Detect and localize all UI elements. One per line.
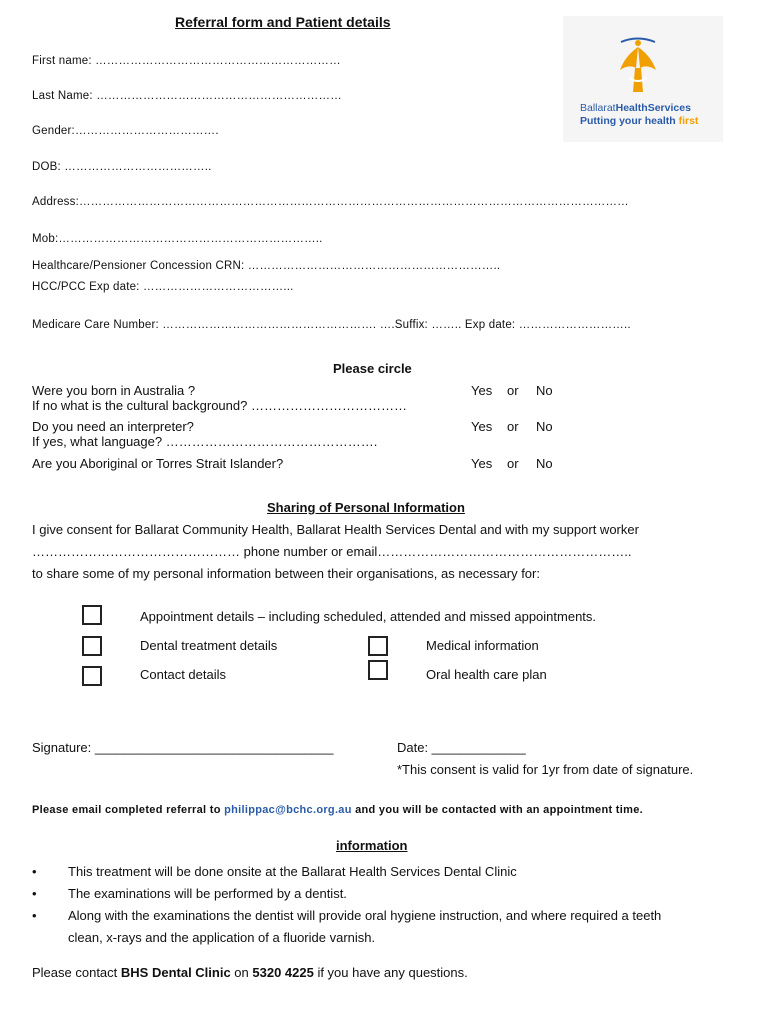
appointment-details-checkbox[interactable] [82,605,102,625]
first-name-field[interactable]: First name: ……………………………………………………… [32,55,341,67]
bhs-logo-emblem-icon [563,16,723,102]
hcc-exp-field[interactable]: HCC/PCC Exp date: ………………………………... [32,281,294,293]
clinic-phone: 5320 4225 [252,965,314,980]
bhs-logo-name: BallaratHealthServices [580,102,691,114]
information-heading: information [336,838,408,853]
oral-health-plan-checkbox[interactable] [368,660,388,680]
dob-field[interactable]: DOB: ……………………………….. [32,161,212,173]
consent-text-line3: to share some of my personal information between their organisations, as necessary for: [32,566,540,581]
info-bullet-2: The examinations will be performed by a dentist. [68,886,347,901]
crn-field[interactable]: Healthcare/Pensioner Concession CRN: ……………………………………………………….. [32,260,501,272]
please-circle-heading: Please circle [333,361,412,376]
medical-information-label: Medical information [426,638,539,653]
sharing-heading: Sharing of Personal Information [267,500,465,515]
cultural-background-field[interactable]: If no what is the cultural background? ……………………………… [32,398,407,413]
clinic-name: BHS Dental Clinic [120,965,231,980]
address-field[interactable]: Address:…………………………………………………………………………………………………………………………… [32,196,629,208]
gender-field[interactable]: Gender:………………………………. [32,125,219,137]
appointment-details-label: Appointment details – including scheduled, attended and missed appointments. [140,609,597,624]
info-bullet-1: This treatment will be done onsite at the Ballarat Health Services Dental Clinic [68,864,517,879]
page-title: Referral form and Patient details [175,14,391,30]
contact-instruction: Please contact BHS Dental Clinic on 5320 4225 if you have any questions. [32,965,468,980]
info-bullet-3-continued: clean, x-rays and the application of a fluoride varnish. [68,930,376,945]
consent-validity-note: *This consent is valid for 1yr from date of signature. [397,762,694,777]
interpreter-question: Do you need an interpreter? [32,419,194,434]
contact-details-label: Contact details [140,667,226,682]
date-field[interactable]: Date: _____________ [397,740,526,755]
bullet-icon: • [32,886,37,901]
mob-field[interactable]: Mob:………………………………………………………….. [32,233,323,245]
last-name-field[interactable]: Last Name: ……………………………………………………… [32,90,342,102]
email-link[interactable]: philippac@bchc.org.au [224,804,352,816]
signature-field[interactable]: Signature: _________________________________ [32,740,334,755]
email-instruction: Please email completed referral to philippac@bchc.org.au and you will be contacted with an appointment time. [32,804,643,816]
interpreter-yes[interactable]: Yes [471,419,493,434]
interpreter-no[interactable]: No [536,419,553,434]
info-bullet-3: Along with the examinations the dentist will provide oral hygiene instruction, and where required a teeth [68,908,662,923]
language-field[interactable]: If yes, what language? …………………………………………. [32,434,378,449]
support-worker-field[interactable]: ………………………………………… phone number or email………………………………………………….. [32,544,632,559]
born-australia-no[interactable]: No [536,383,553,398]
interpreter-or: or [507,419,519,434]
dental-treatment-label: Dental treatment details [140,638,278,653]
bhs-logo-tagline: Putting your health first [580,115,699,127]
aboriginal-yes[interactable]: Yes [471,456,493,471]
dental-treatment-checkbox[interactable] [82,636,102,656]
aboriginal-or: or [507,456,519,471]
aboriginal-no[interactable]: No [536,456,553,471]
bullet-icon: • [32,908,37,923]
born-australia-yes[interactable]: Yes [471,383,493,398]
aboriginal-question: Are you Aboriginal or Torres Strait Islander? [32,456,284,471]
oral-health-plan-label: Oral health care plan [426,667,547,682]
bhs-logo [563,16,723,142]
medical-information-checkbox[interactable] [368,636,388,656]
consent-text-line1: I give consent for Ballarat Community Health, Ballarat Health Services Dental and with my support worker [32,522,639,537]
born-australia-question: Were you born in Australia ? [32,383,196,398]
contact-details-checkbox[interactable] [82,666,102,686]
born-australia-or: or [507,383,519,398]
bullet-icon: • [32,864,37,879]
medicare-field[interactable]: Medicare Care Number: ………………………………………………. ….Suffix: …….. Exp date: ……………………….. [32,319,631,331]
